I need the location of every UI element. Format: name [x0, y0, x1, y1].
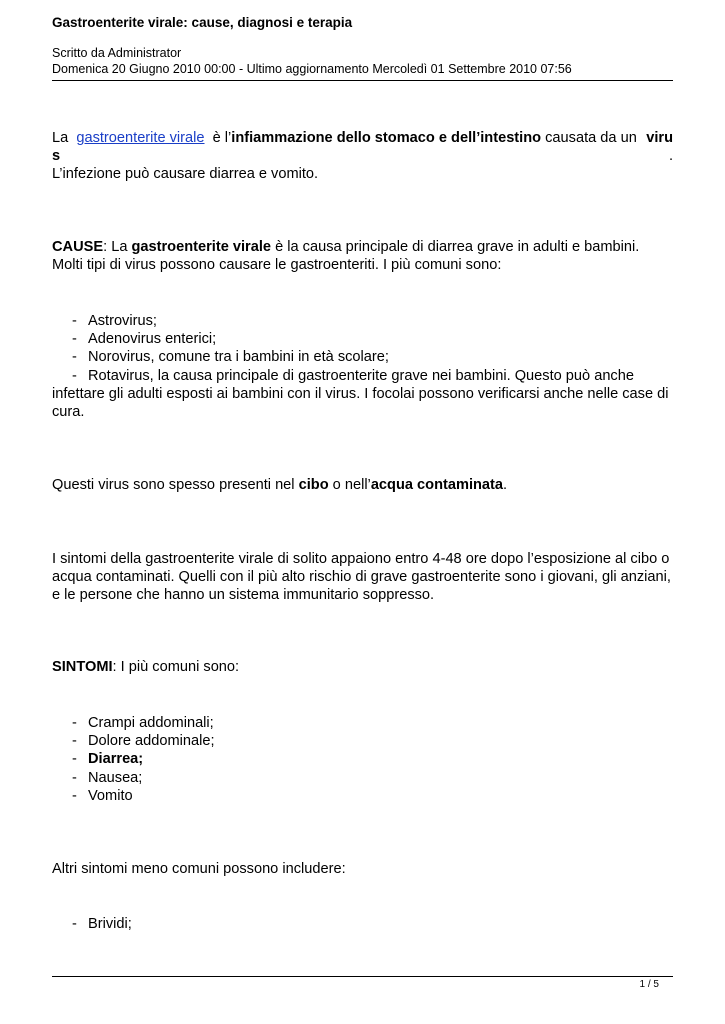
intro-paragraph [52, 129, 673, 184]
intro-line-2 [52, 147, 673, 165]
dates-line: Domenica 20 Giugno 2010 00:00 - Ultimo aggiornamento Mercoledì 01 Settembre 2010 07:56 [52, 62, 572, 76]
intro-bold-s: s [52, 148, 61, 165]
cause-t1: : La [103, 239, 128, 255]
altri-list [52, 915, 673, 933]
gastroenterite-link[interactable]: gastroenterite virale [76, 130, 205, 146]
contam-t2: o nell’ [332, 477, 371, 493]
intro-e: è l’ [212, 130, 232, 146]
author-line: Scritto da Administrator [52, 46, 182, 60]
rotavirus-continuation [52, 385, 673, 421]
symptoms-paragraph [52, 550, 673, 605]
list-item: - Rotavirus, la causa principale di gastroenterite grave nei bambini. Questo può anche [72, 367, 634, 384]
list-item: - Nausea; [72, 769, 143, 786]
page-number: 1 / 5 [639, 979, 659, 990]
header-divider [52, 80, 673, 81]
list-item: - Adenovirus enterici; [72, 331, 217, 348]
contamination-paragraph [52, 476, 673, 494]
document-title: Gastroenterite virale: cause, diagnosi e terapia [52, 15, 353, 30]
contam-t1: Questi virus sono spesso presenti nel [52, 477, 295, 493]
intro-mid: causata da un [545, 130, 637, 146]
footer-divider [52, 976, 673, 977]
intro-bold-viru: viru [646, 130, 673, 146]
symptoms-line: acqua contaminati. Quelli con il più alto rischio di grave gastroenterite sono i giovani, gli anziani, [52, 569, 671, 586]
cause-line-1 [52, 238, 673, 256]
contam-acqua: acqua contaminata [370, 477, 504, 493]
rota-cont-2: cura. [52, 404, 85, 421]
rota-cont-1: infettare gli adulti esposti ai bambini con il virus. I focolai possono verificarsi anche nelle case di [52, 386, 669, 402]
intro-line-3: L’infezione può causare diarrea e vomito. [52, 166, 319, 183]
cause-line-2: Molti tipi di virus possono causare le gastroenteriti. I più comuni sono: [52, 257, 502, 274]
contam-t3: . [503, 477, 508, 493]
cause-bold: gastroenterite virale [131, 239, 272, 255]
list-item: - Astrovirus; [72, 313, 157, 329]
list-item: - Dolore addominale; [72, 733, 215, 750]
list-item: - Crampi addominali; [72, 715, 214, 731]
symptoms-line: I sintomi della gastroenterite virale di solito appaiono entro 4-48 ore dopo l’esposizione al cibo o [52, 551, 670, 567]
list-item: - Norovirus, comune tra i bambini in età scolare; [72, 349, 389, 366]
virus-list [52, 312, 673, 385]
intro-line-1 [52, 129, 673, 147]
intro-dot: . [668, 148, 673, 165]
symptoms-line: e le persone che hanno un sistema immunitario soppresso. [52, 587, 435, 604]
sintomi-label: SINTOMI [52, 659, 113, 675]
document-meta [52, 45, 572, 77]
list-item: - Brividi; [72, 916, 132, 932]
sintomi-heading [52, 658, 673, 676]
sintomi-list [52, 714, 673, 805]
cause-paragraph [52, 238, 673, 274]
sintomi-rest: : I più comuni sono: [112, 659, 240, 675]
cause-label: CAUSE [52, 239, 104, 255]
intro-la: La [52, 130, 69, 146]
list-item: - Vomito [72, 787, 133, 804]
intro-bold-inflammation: infiammazione dello stomaco e dell’intestino [231, 130, 542, 146]
list-item: - Diarrea; [72, 751, 144, 768]
cause-t2: è la causa principale di diarrea grave in adulti e bambini. [275, 239, 640, 255]
contam-cibo: cibo [298, 477, 329, 493]
altri-heading: Altri sintomi meno comuni possono includere: [52, 861, 346, 877]
